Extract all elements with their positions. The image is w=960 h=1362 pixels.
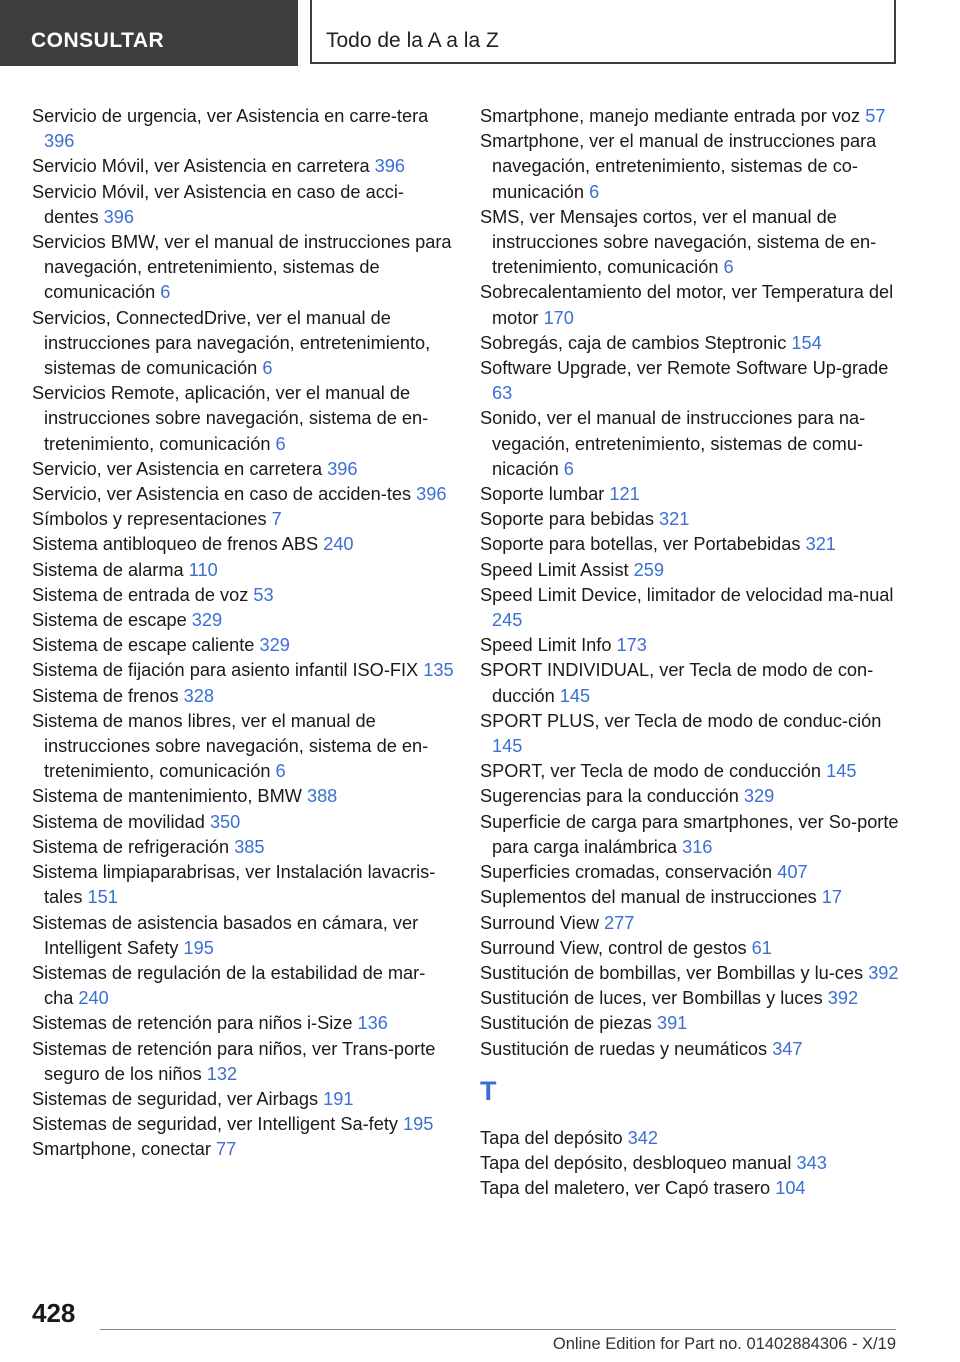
index-entry xyxy=(32,154,454,179)
index-entry xyxy=(32,583,454,608)
index-entry-label: Sistema de movilidad xyxy=(32,811,205,832)
index-entry-label: Sistema de refrigeración xyxy=(32,836,230,857)
index-entry xyxy=(32,835,454,860)
index-entry xyxy=(480,280,900,330)
index-entry-label: Tapa del depósito, desbloqueo manual xyxy=(480,1152,792,1173)
index-entry-label: Sistemas de regulación de la estabilidad de mar‐cha xyxy=(32,962,426,1009)
index-entry-label: Superficie de carga para smartphones, ver So‐porte para carga inalámbrica xyxy=(480,811,899,857)
index-entry-label: Surround View, control de gestos xyxy=(480,937,747,958)
page-reference-link[interactable]: 6 xyxy=(589,181,600,202)
page-reference-link[interactable]: 328 xyxy=(183,685,215,706)
index-entry-label: Sistema limpiaparabrisas, ver Instalación lavacris‐tales xyxy=(32,862,436,908)
index-entry-label: Tapa del depósito xyxy=(480,1127,623,1148)
page-reference-link[interactable]: 321 xyxy=(658,509,690,530)
page-reference-link[interactable]: 170 xyxy=(543,307,574,328)
page-reference-link[interactable]: 350 xyxy=(209,811,241,832)
index-entry-label: Sistemas de retención para niños, ver Trans‐porte seguro de los niños xyxy=(32,1038,436,1084)
index-entry xyxy=(32,507,454,532)
index-entry xyxy=(32,482,454,507)
page-reference-link[interactable]: 132 xyxy=(206,1063,238,1084)
index-entry xyxy=(480,583,900,633)
page-reference-link[interactable]: 329 xyxy=(743,786,775,807)
index-entry xyxy=(32,1087,454,1112)
page-reference-link[interactable]: 173 xyxy=(616,635,647,656)
index-entry xyxy=(480,1176,900,1201)
index-entry xyxy=(32,306,454,382)
index-entry-label: Sistema de alarma xyxy=(32,559,184,580)
page-reference-link[interactable]: 121 xyxy=(609,484,640,505)
page-reference-link[interactable]: 391 xyxy=(656,1013,688,1034)
page-reference-link[interactable]: 195 xyxy=(183,937,214,958)
index-entry-label: Sustitución de bombillas, ver Bombillas y lu‐ces xyxy=(480,962,864,983)
page-reference-link[interactable]: 407 xyxy=(777,862,808,883)
page-reference-link[interactable]: 195 xyxy=(403,1114,434,1135)
page-reference-link[interactable]: 6 xyxy=(262,358,273,379)
page-reference-link[interactable]: 63 xyxy=(492,383,513,404)
page-reference-link[interactable]: 6 xyxy=(275,433,286,454)
index-entry-label: SPORT, ver Tecla de modo de conducción xyxy=(480,761,822,782)
index-entry-label: Servicio Móvil, ver Asistencia en carretera xyxy=(32,156,370,177)
index-letter-heading: T xyxy=(480,1075,497,1106)
index-entry-label: Sistema de manos libres, ver el manual de instrucciones sobre navegación, sistema de en‐tretenimiento, comunicación xyxy=(32,710,429,782)
page-reference-link[interactable]: 104 xyxy=(775,1178,806,1199)
index-entry-label: Sistemas de retención para niños i-Size xyxy=(32,1013,353,1034)
index-entry xyxy=(480,810,900,860)
index-entry xyxy=(480,911,900,936)
index-entry-label: Sistema de escape caliente xyxy=(32,635,255,656)
page-number: 428 xyxy=(32,1298,76,1328)
index-entry xyxy=(32,860,454,910)
page-reference-link[interactable]: 135 xyxy=(423,660,454,681)
index-entry-label: SPORT PLUS, ver Tecla de modo de conduc‐ción xyxy=(480,710,882,731)
index-entry xyxy=(480,759,900,784)
index-entry-label: Servicios, ConnectedDrive, ver el manual de instrucciones para navegación, entretenimiento, sistemas de comunicación xyxy=(32,307,431,379)
page-reference-link[interactable]: 61 xyxy=(751,937,772,958)
index-entry-label: Suplementos del manual de instrucciones xyxy=(480,887,817,908)
index-list-right xyxy=(480,104,900,1062)
index-entry xyxy=(32,1137,454,1162)
index-entry xyxy=(480,104,900,129)
page-reference-link[interactable]: 136 xyxy=(357,1013,388,1034)
index-list-t xyxy=(480,1126,900,1202)
page-reference-link[interactable]: 191 xyxy=(323,1088,354,1109)
page-reference-link[interactable]: 396 xyxy=(44,131,75,152)
index-entry xyxy=(32,608,454,633)
index-entry-label: Sistema de fijación para asiento infantil ISO‐FIX xyxy=(32,660,419,681)
page-reference-link[interactable]: 329 xyxy=(259,635,290,656)
index-entry-label: Servicio de urgencia, ver Asistencia en carre‐tera xyxy=(32,106,429,126)
page-reference-link[interactable]: 385 xyxy=(234,836,265,857)
index-entry xyxy=(480,1126,900,1151)
index-entry xyxy=(32,381,454,457)
index-entry xyxy=(480,885,900,910)
index-entry-label: Soporte para bebidas xyxy=(480,509,654,530)
page-reference-link[interactable]: 151 xyxy=(87,887,118,908)
page-reference-link[interactable]: 396 xyxy=(416,484,447,505)
index-entry xyxy=(480,532,900,557)
page-reference-link[interactable]: 392 xyxy=(868,962,899,983)
index-entry xyxy=(32,633,454,658)
index-entry-label: Sobregás, caja de cambios Steptronic xyxy=(480,332,787,353)
page-reference-link[interactable]: 396 xyxy=(103,206,135,227)
index-entry xyxy=(480,784,900,809)
index-entry-label: Sistema de escape xyxy=(32,610,187,631)
edition-footer: Online Edition for Part no. 01402884306 - X/19 xyxy=(552,1335,896,1353)
index-entry xyxy=(32,709,454,785)
page-reference-link[interactable]: 396 xyxy=(327,458,358,479)
page-reference-link[interactable]: 342 xyxy=(627,1127,658,1148)
index-entry-label: Sistema de mantenimiento, BMW xyxy=(32,786,302,807)
index-entry xyxy=(480,633,900,658)
index-entry xyxy=(32,180,454,230)
index-entry-label: Sistema de entrada de voz xyxy=(32,584,249,605)
index-entry-label: Soporte lumbar xyxy=(480,484,605,505)
page-reference-link[interactable]: 277 xyxy=(604,912,635,933)
page-reference-link[interactable]: 240 xyxy=(323,534,354,555)
index-entry xyxy=(480,558,900,583)
index-entry-label: Sugerencias para la conducción xyxy=(480,786,739,807)
index-entry xyxy=(32,784,454,809)
page-reference-link[interactable]: 347 xyxy=(772,1038,803,1059)
index-entry-label: Sistemas de seguridad, ver Intelligent Sa‐fety xyxy=(32,1114,398,1135)
index-column-right xyxy=(480,104,900,1201)
index-entry xyxy=(480,1151,900,1176)
index-column-left xyxy=(32,104,454,1163)
chapter-title: Todo de la A a la Z xyxy=(310,0,896,64)
page-reference-link[interactable]: 259 xyxy=(633,559,665,580)
index-entry xyxy=(32,1011,454,1036)
section-tab[interactable]: CONSULTAR xyxy=(0,0,298,66)
index-entry xyxy=(480,1011,900,1036)
index-entry xyxy=(480,331,900,356)
index-entry xyxy=(480,1037,900,1062)
index-entry-label: Sustitución de luces, ver Bombillas y luces xyxy=(480,988,823,1009)
index-entry-label: Sobrecalentamiento del motor, ver Temperatura del motor xyxy=(480,282,894,328)
page-reference-link[interactable]: 77 xyxy=(216,1139,237,1160)
index-entry-label: Superficies cromadas, conservación xyxy=(480,862,773,883)
page-reference-link[interactable]: 388 xyxy=(306,786,338,807)
page-reference-link[interactable]: 145 xyxy=(826,761,857,782)
index-entry-label: Servicios Remote, aplicación, ver el manual de instrucciones sobre navegación, sistema de en‐tretenimiento, comunicación xyxy=(32,383,429,454)
index-entry-label: Sistemas de seguridad, ver Airbags xyxy=(32,1088,319,1109)
index-entry-label: Sistema antibloqueo de frenos ABS xyxy=(32,534,319,555)
page-reference-link[interactable]: 110 xyxy=(188,559,218,580)
index-entry xyxy=(32,532,454,557)
page-header xyxy=(0,0,960,66)
index-entry xyxy=(32,684,454,709)
page-reference-link[interactable]: 316 xyxy=(682,836,713,857)
index-entry xyxy=(32,658,454,683)
index-entry-label: Soporte para botellas, ver Portabebidas xyxy=(480,534,801,555)
index-entry xyxy=(480,961,900,986)
index-entry xyxy=(480,709,900,759)
page-reference-link[interactable]: 6 xyxy=(723,257,734,278)
index-entry xyxy=(32,104,454,154)
index-entry-label: Sonido, ver el manual de instrucciones para na‐vegación, entretenimiento, sistemas de comu‐nicación xyxy=(480,408,866,479)
page-reference-link[interactable]: 6 xyxy=(160,282,171,303)
index-entry xyxy=(480,936,900,961)
page-reference-link[interactable]: 145 xyxy=(492,736,523,757)
page-reference-link[interactable]: 57 xyxy=(865,106,886,126)
index-entry xyxy=(32,1037,454,1087)
index-entry xyxy=(32,1112,454,1137)
page-reference-link[interactable]: 53 xyxy=(253,584,274,605)
page-reference-link[interactable]: 154 xyxy=(791,332,822,353)
index-entry xyxy=(32,911,454,961)
index-entry xyxy=(480,658,900,708)
index-entry-label: Software Upgrade, ver Remote Software Up‐grade xyxy=(480,358,889,379)
index-entry-label: Servicios BMW, ver el manual de instrucciones para navegación, entretenimiento, sistemas de comunicación xyxy=(32,232,452,303)
index-entry-label: Speed Limit Assist xyxy=(480,559,629,580)
index-entry-label: Servicio, ver Asistencia en caso de acciden‐tes xyxy=(32,484,412,505)
page-reference-link[interactable]: 392 xyxy=(827,988,859,1009)
page-reference-link[interactable]: 6 xyxy=(275,761,286,782)
page-reference-link[interactable]: 17 xyxy=(821,887,842,908)
index-entry xyxy=(480,986,900,1011)
index-entry-label: Servicio, ver Asistencia en carretera xyxy=(32,458,323,479)
index-entry xyxy=(480,129,900,205)
page-reference-link[interactable]: 321 xyxy=(805,534,836,555)
index-entry xyxy=(32,810,454,835)
page-reference-link[interactable]: 145 xyxy=(559,685,591,706)
index-entry-label: Smartphone, ver el manual de instrucciones para navegación, entretenimiento, sistemas de co‐municación xyxy=(480,131,877,202)
index-entry-label: Sistemas de asistencia basados en cámara, ver Intelligent Safety xyxy=(32,912,419,958)
index-entry-label: Servicio Móvil, ver Asistencia en caso de acci‐dentes xyxy=(32,181,404,227)
page-reference-link[interactable]: 7 xyxy=(271,509,282,530)
index-entry-label: Sustitución de ruedas y neumáticos xyxy=(480,1038,768,1059)
index-entry xyxy=(480,507,900,532)
index-entry-label: SPORT INDIVIDUAL, ver Tecla de modo de con‐ducción xyxy=(480,660,874,706)
index-entry xyxy=(32,230,454,306)
page-reference-link[interactable]: 329 xyxy=(191,610,223,631)
index-entry-label: Smartphone, conectar xyxy=(32,1139,211,1160)
index-entry xyxy=(480,482,900,507)
index-entry-label: Smartphone, manejo mediante entrada por voz xyxy=(480,106,861,126)
index-entry xyxy=(480,356,900,406)
index-entry xyxy=(32,961,454,1011)
index-entry-label: Sistema de frenos xyxy=(32,685,179,706)
index-entry-label: Símbolos y representaciones xyxy=(32,509,267,530)
index-entry xyxy=(480,406,900,482)
footer-divider xyxy=(100,1329,896,1330)
page-reference-link[interactable]: 343 xyxy=(796,1152,827,1173)
index-entry-label: Sustitución de piezas xyxy=(480,1013,652,1034)
index-entry-label: Tapa del maletero, ver Capó trasero xyxy=(480,1178,771,1199)
index-entry-label: Speed Limit Device, limitador de velocidad ma‐nual xyxy=(480,584,894,605)
index-entry-label: Surround View xyxy=(480,912,599,933)
index-entry-label: Speed Limit Info xyxy=(480,635,612,656)
page-reference-link[interactable]: 245 xyxy=(492,610,523,631)
index-entry xyxy=(480,205,900,281)
index-entry xyxy=(32,457,454,482)
index-entry-label: SMS, ver Mensajes cortos, ver el manual de instrucciones sobre navegación, sistema de en‐tretenimiento, comunicación xyxy=(480,206,877,278)
index-entry xyxy=(480,860,900,885)
page-reference-link[interactable]: 240 xyxy=(78,988,109,1009)
index-entry xyxy=(32,558,454,583)
page-reference-link[interactable]: 6 xyxy=(563,458,574,479)
page-reference-link[interactable]: 396 xyxy=(374,156,406,177)
